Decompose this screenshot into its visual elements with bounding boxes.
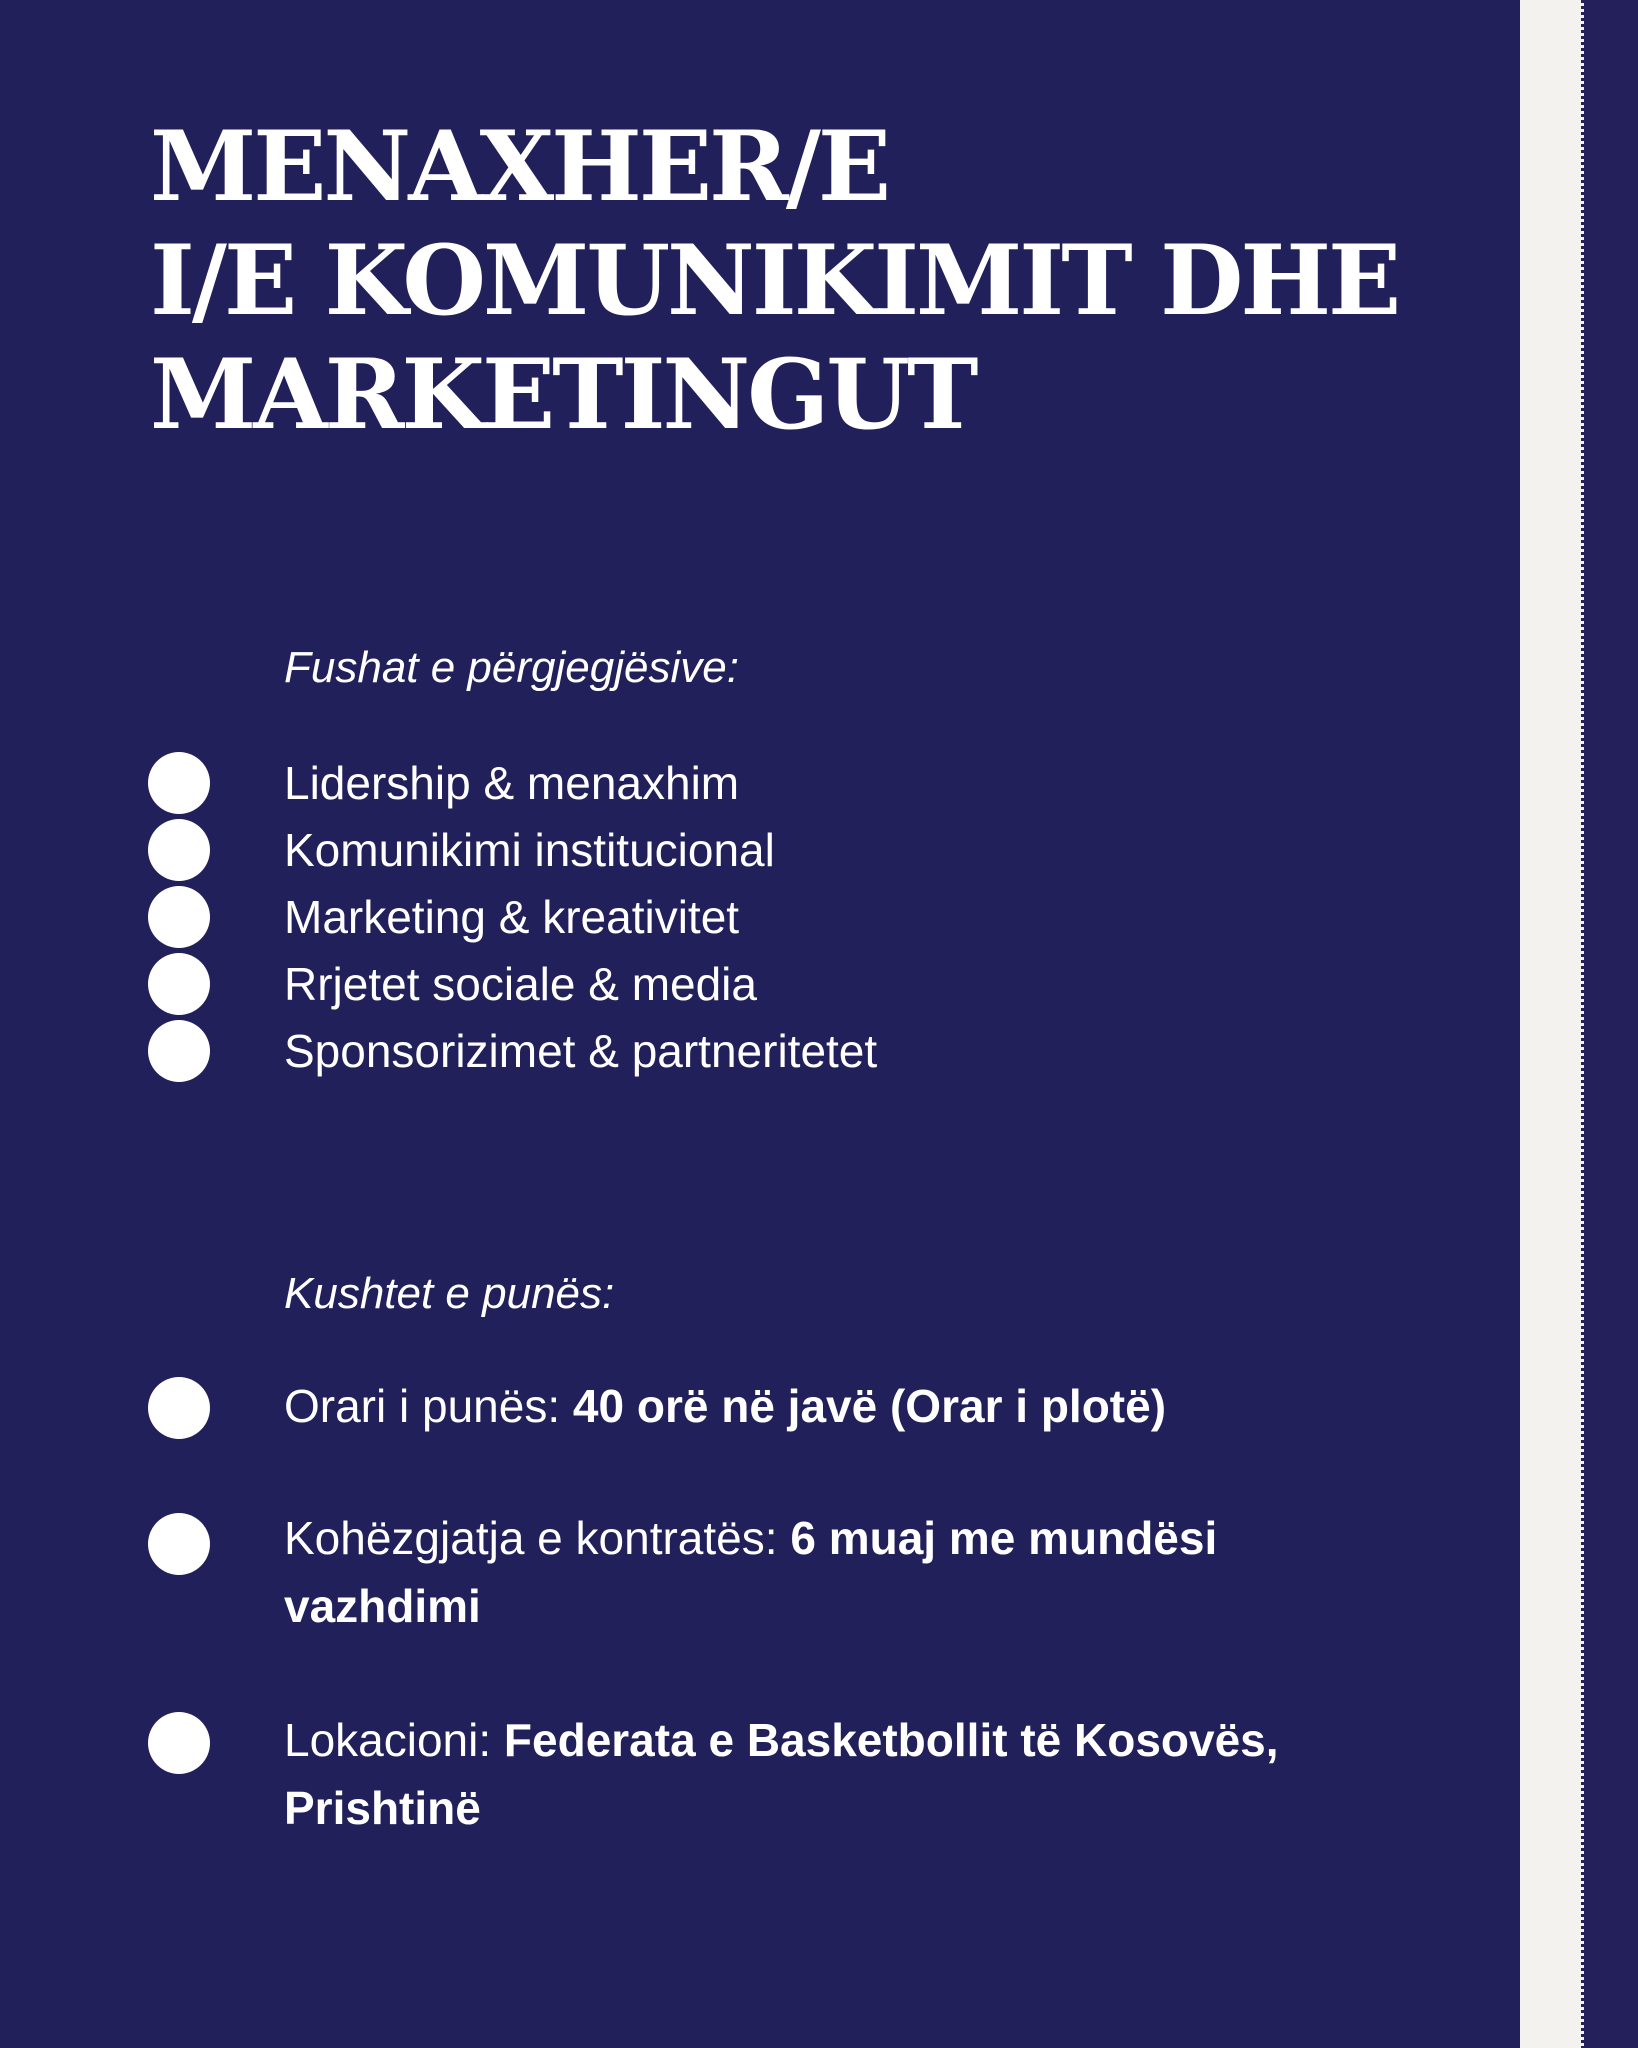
condition-label: Lokacioni: — [284, 1714, 492, 1766]
bullet-dot — [148, 886, 210, 948]
job-title-line-3: MARKETINGUT — [150, 338, 976, 451]
condition-label: Orari i punës: — [284, 1380, 561, 1432]
bullet-dot — [148, 1377, 210, 1439]
bullet-dot — [148, 752, 210, 814]
condition-value: 40 orë në javë (Orar i plotë) — [572, 1380, 1167, 1432]
condition-value: Federata e Basketbollit të Kosovës, Prishtinë — [284, 1714, 1279, 1834]
bullet-dot — [148, 1712, 210, 1774]
job-title — [150, 110, 1490, 452]
list-item-label: Marketing & kreativitet — [284, 891, 740, 943]
bullet-dot — [148, 819, 210, 881]
condition-working-hours — [284, 1372, 1424, 1440]
list-item — [0, 1018, 1500, 1084]
list-item-label: Rrjetet sociale & media — [284, 958, 757, 1010]
right-edge-panel — [1584, 0, 1638, 2048]
condition-value: 6 muaj me mundësi vazhdimi — [284, 1512, 1218, 1632]
side-strip — [1520, 0, 1584, 2048]
bullet-dot — [148, 1020, 210, 1082]
condition-label: Kohëzgjatja e kontratës: — [284, 1512, 778, 1564]
list-item — [0, 750, 1500, 816]
condition-location — [284, 1706, 1424, 1842]
conditions-heading: Kushtet e punës: — [284, 1269, 615, 1318]
list-item-label: Komunikimi institucional — [284, 824, 775, 876]
condition-contract-duration — [284, 1504, 1424, 1640]
list-item — [0, 817, 1500, 883]
list-item — [0, 884, 1500, 950]
bullet-dot — [148, 953, 210, 1015]
list-item — [0, 951, 1500, 1017]
job-title-line-1: MENAXHER/E — [150, 110, 889, 223]
responsibilities-heading: Fushat e përgjegjësive: — [284, 643, 739, 692]
bullet-dot — [148, 1513, 210, 1575]
list-item-label: Sponsorizimet & partneritetet — [284, 1025, 878, 1077]
job-title-line-2: I/E KOMUNIKIMIT DHE — [150, 224, 1399, 337]
list-item-label: Lidership & menaxhim — [284, 757, 740, 809]
